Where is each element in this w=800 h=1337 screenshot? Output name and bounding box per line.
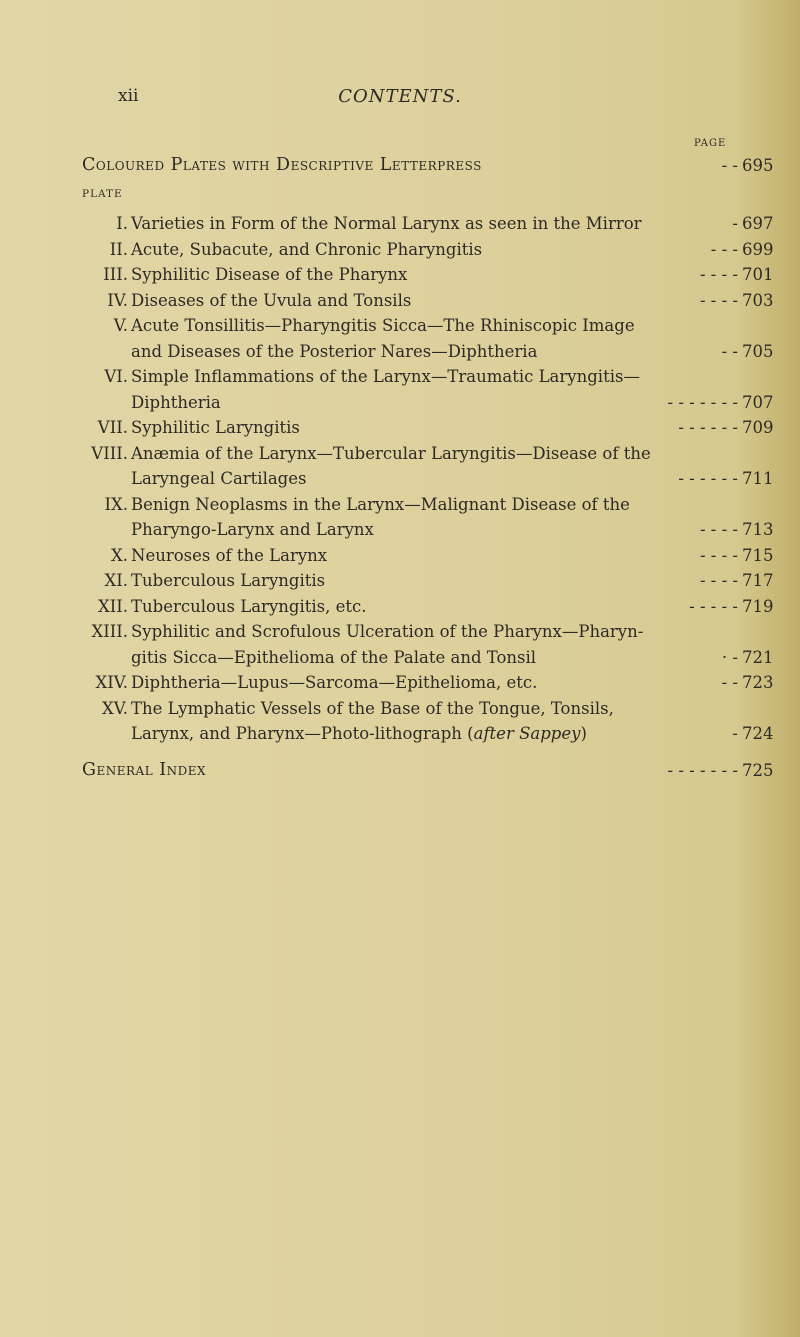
plate-title: Tuberculous Laryngitis, etc.: [131, 597, 367, 616]
leader: - -: [721, 156, 738, 175]
plate-title: Diphtheria—Lupus—Sarcoma—Epithelioma, etc.: [131, 673, 538, 692]
leader: - - - - - -: [678, 469, 738, 488]
plate-numeral: IX.: [104, 495, 128, 514]
plate-entry-line: [0, 313, 800, 338]
page-number: 721: [742, 648, 774, 667]
plate-numeral: XV.: [101, 699, 128, 718]
plate-entry-line: [0, 492, 800, 517]
plate-title: Syphilitic and Scrofulous Ulceration of the Pharynx—Pharyn-: [131, 622, 644, 641]
running-header: [0, 86, 800, 110]
leader: - - - -: [699, 291, 738, 310]
plate-entry-line: [0, 288, 800, 313]
plate-entry-line: [0, 364, 800, 389]
page-column-label: PAGE: [694, 138, 727, 149]
leader: -: [732, 724, 738, 743]
coloured-plates-entry: [0, 153, 800, 178]
page-number: 699: [742, 240, 774, 259]
plate-title: Acute Tonsillitis—Pharyngitis Sicca—The Rhiniscopic Image: [131, 316, 635, 335]
plate-numeral: II.: [109, 240, 128, 259]
plate-numeral: V.: [113, 316, 128, 335]
plate-numeral: XIII.: [91, 622, 128, 641]
running-title: CONTENTS.: [338, 86, 462, 107]
page-number: 695: [742, 156, 774, 175]
plate-title: and Diseases of the Posterior Nares—Diphtheria: [131, 342, 538, 361]
page-number: 709: [742, 418, 774, 437]
leader: - - - -: [699, 571, 738, 590]
plate-numeral: X.: [111, 546, 128, 565]
plate-entry-line: [0, 211, 800, 236]
plate-column-label: PLATE: [82, 188, 123, 200]
plate-entry-line: [0, 262, 800, 287]
plate-entry-line: [0, 390, 800, 415]
leader: -: [732, 214, 738, 233]
page-number: 703: [742, 291, 774, 310]
general-index-entry: [0, 758, 800, 783]
page-number: 707: [742, 393, 774, 412]
plate-numeral: VIII.: [91, 444, 128, 463]
plate-entry-line: [0, 645, 800, 670]
plate-numeral: XI.: [104, 571, 128, 590]
plate-title: Anæmia of the Larynx—Tubercular Laryngitis—Disease of the: [131, 444, 651, 463]
plate-title: Acute, Subacute, and Chronic Pharyngitis: [131, 240, 483, 259]
plate-entry-line: [0, 339, 800, 364]
leader: - - - - - - -: [667, 761, 738, 780]
leader: - - - -: [699, 520, 738, 539]
general-index-title: General Index: [82, 760, 207, 780]
page-number: 705: [742, 342, 774, 361]
page-number: 719: [742, 597, 774, 616]
plate-title: Syphilitic Disease of the Pharynx: [131, 265, 408, 284]
plate-numeral: I.: [116, 214, 128, 233]
plate-title: The Lymphatic Vessels of the Base of the Tongue, Tonsils,: [131, 699, 614, 718]
plate-title: gitis Sicca—Epithelioma of the Palate and Tonsil: [131, 648, 537, 667]
page-number: 711: [742, 469, 774, 488]
plate-entry-line: [0, 466, 800, 491]
leader: - - - -: [699, 265, 738, 284]
plate-title: Larynx, and Pharynx—Photo-lithograph (after Sappey): [131, 724, 587, 743]
plate-numeral: VII.: [97, 418, 128, 437]
plate-entry-line: [0, 619, 800, 644]
leader: - - - -: [699, 546, 738, 565]
leader: · -: [721, 648, 738, 667]
leader: - - - - -: [689, 597, 738, 616]
plate-title: Pharyngo-Larynx and Larynx: [131, 520, 374, 539]
plate-numeral: XII.: [97, 597, 128, 616]
page-folio: xii: [118, 86, 139, 106]
plate-numeral: IV.: [107, 291, 128, 310]
plate-numeral: VI.: [104, 367, 128, 386]
plate-title: Syphilitic Laryngitis: [131, 418, 300, 437]
plate-title: Tuberculous Laryngitis: [131, 571, 326, 590]
plate-entry-line: [0, 517, 800, 542]
plate-title: Diphtheria: [131, 393, 221, 412]
page-number: 725: [742, 761, 774, 780]
plate-title: Diseases of the Uvula and Tonsils: [131, 291, 412, 310]
leader: - -: [721, 673, 738, 692]
plate-numeral: XIV.: [95, 673, 128, 692]
plate-entry-line: [0, 441, 800, 466]
leader: - - -: [710, 240, 738, 259]
plate-entry-line: [0, 696, 800, 721]
plate-entry-line: [0, 568, 800, 593]
plate-entry-line: [0, 594, 800, 619]
plate-entry-line: [0, 670, 800, 695]
plate-title: Varieties in Form of the Normal Larynx as seen in the Mirror: [131, 214, 642, 233]
page-number: 724: [742, 724, 774, 743]
leader: - - - - - -: [678, 418, 738, 437]
page-number: 713: [742, 520, 774, 539]
plate-numeral: III.: [103, 265, 128, 284]
page-number: 715: [742, 546, 774, 565]
plate-title: Neuroses of the Larynx: [131, 546, 328, 565]
plate-title: Benign Neoplasms in the Larynx—Malignant Disease of the: [131, 495, 630, 514]
leader: - - - - - - -: [667, 393, 738, 412]
plate-entry-line: [0, 721, 800, 746]
page-number: 697: [742, 214, 774, 233]
coloured-plates-title: Coloured Plates with Descriptive Letterpress: [82, 155, 482, 175]
leader: - -: [721, 342, 738, 361]
page-number: 723: [742, 673, 774, 692]
plate-entry-line: [0, 415, 800, 440]
plate-entry-line: [0, 237, 800, 262]
plate-title: Laryngeal Cartilages: [131, 469, 307, 488]
plate-entry-line: [0, 543, 800, 568]
page-number: 717: [742, 571, 774, 590]
page-number: 701: [742, 265, 774, 284]
plate-title: Simple Inflammations of the Larynx—Traumatic Laryngitis—: [131, 367, 640, 386]
